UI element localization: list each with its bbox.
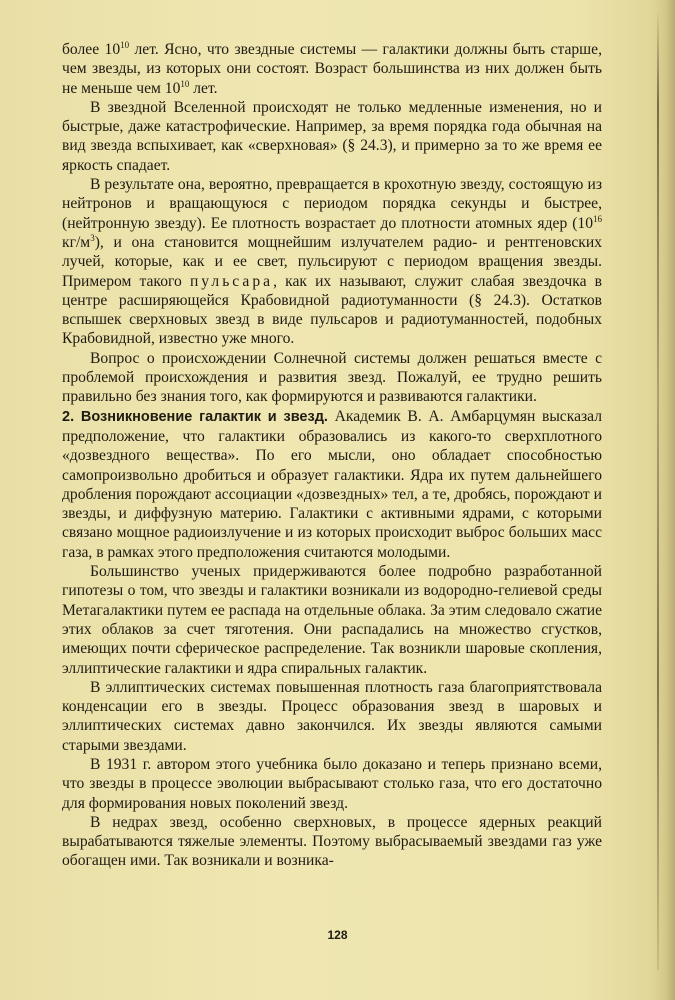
paragraph-4: Вопрос о происхождении Солнечной системы должен решаться вместе с проблемой происхождения и развития звезд. Пожалуй, ее трудно решить правильно без знания того, как формируются и развиваются галактики. — [62, 349, 602, 406]
text-body — [62, 40, 602, 871]
page-number: 128 — [327, 928, 348, 942]
paragraph-9: В недрах звезд, особенно сверхновых, в процессе ядерных реакций вырабатываются тяжелые элементы. Поэтому выбрасываемый звездами газ уже обогащен ими. Так возникали и возника- — [62, 813, 602, 870]
paragraph-3: В результате она, вероятно, превращается в крохотную звезду, состоящую из нейтронов и вращающуюся с периодом порядка секунды и быстрее, (нейтронную звезду). Ее плотность возрастает до плотности атомных ядер ($10^{16}$ $кг/м^3$), и она становится мощнейшим излучателем радио- и рентгеновских лучей, которые, как и ее свет, пульсируют с периодом вращения звезды. Примером такого пульсара, как их называют, служит слабая звездочка в центре расширяющейся Крабовидной радиотуманности (§ 24.3). Остатков вспышек сверхновых звезд в виде пульсаров и радиотуманностей, подобных Крабовидной, известно уже много. — [62, 176, 602, 348]
spaced-term: пульсара — [189, 272, 274, 290]
paragraph-5: 2. Возникновение галактик и звезд. Академик В. А. Амбарцумян высказал предположение, что галактики образовались из какого-то сверхплотного «дозвездного вещества». По его мысли, оно обладает способностью самопроизвольно дробиться и образует галактики. Ядра их путем дальнейшего дробления порождают ассоциации «дозвездных» тел, а те, дробясь, порождают и звезды, и диффузную материю. Галактики с активными ядрами, с которыми связано мощное радиоизлучение и из которых происходит выброс больших масс газа, в рамках этого предположения считаются молодыми. — [62, 407, 602, 561]
paragraph-1: более $10^{10}$ лет. Ясно, что звездные системы — галактики должны быть старше, чем звезды, из которых они состоят. Возраст большинства из них должен быть не меньше чем $10^{10}$ лет. — [62, 40, 602, 97]
section-heading: 2. Возникновение галактик и звезд. — [62, 408, 328, 425]
paragraph-7: В эллиптических системах повышенная плотность газа благоприятствовала конденсации его в звезды. Процесс образования звезд в шаровых и эллиптических системах давно закончился. Их звезды являются самыми старыми звездами. — [62, 678, 602, 754]
paragraph-2: В звездной Вселенной происходят не только медленные изменения, но и быстрые, даже катастрофические. Например, за время порядка года обычная на вид звезда вспыхивает, как «сверхновая» (§ 24.3), и примерно за то же время ее яркость спадает. — [62, 98, 602, 174]
paragraph-8: В 1931 г. автором этого учебника было доказано и теперь признано всеми, что звезды в процессе эволюции выбрасывают столько газа, что его достаточно для формирования новых поколений звезд. — [62, 755, 602, 812]
page-edge-line — [657, 10, 659, 970]
paragraph-6: Большинство ученых придерживаются более подробно разработанной гипотезы о том, что звезды и галактики возникали из водородно-гелиевой среды Метагалактики путем ее распада на отдельные облака. За этим следовало сжатие этих облаков за счет тяготения. Они распадались на множество сгустков, имеющих почти сферическое распределение. Так возникли шаровые скопления, эллиптические галактики и ядра спиральных галактик. — [62, 563, 602, 677]
